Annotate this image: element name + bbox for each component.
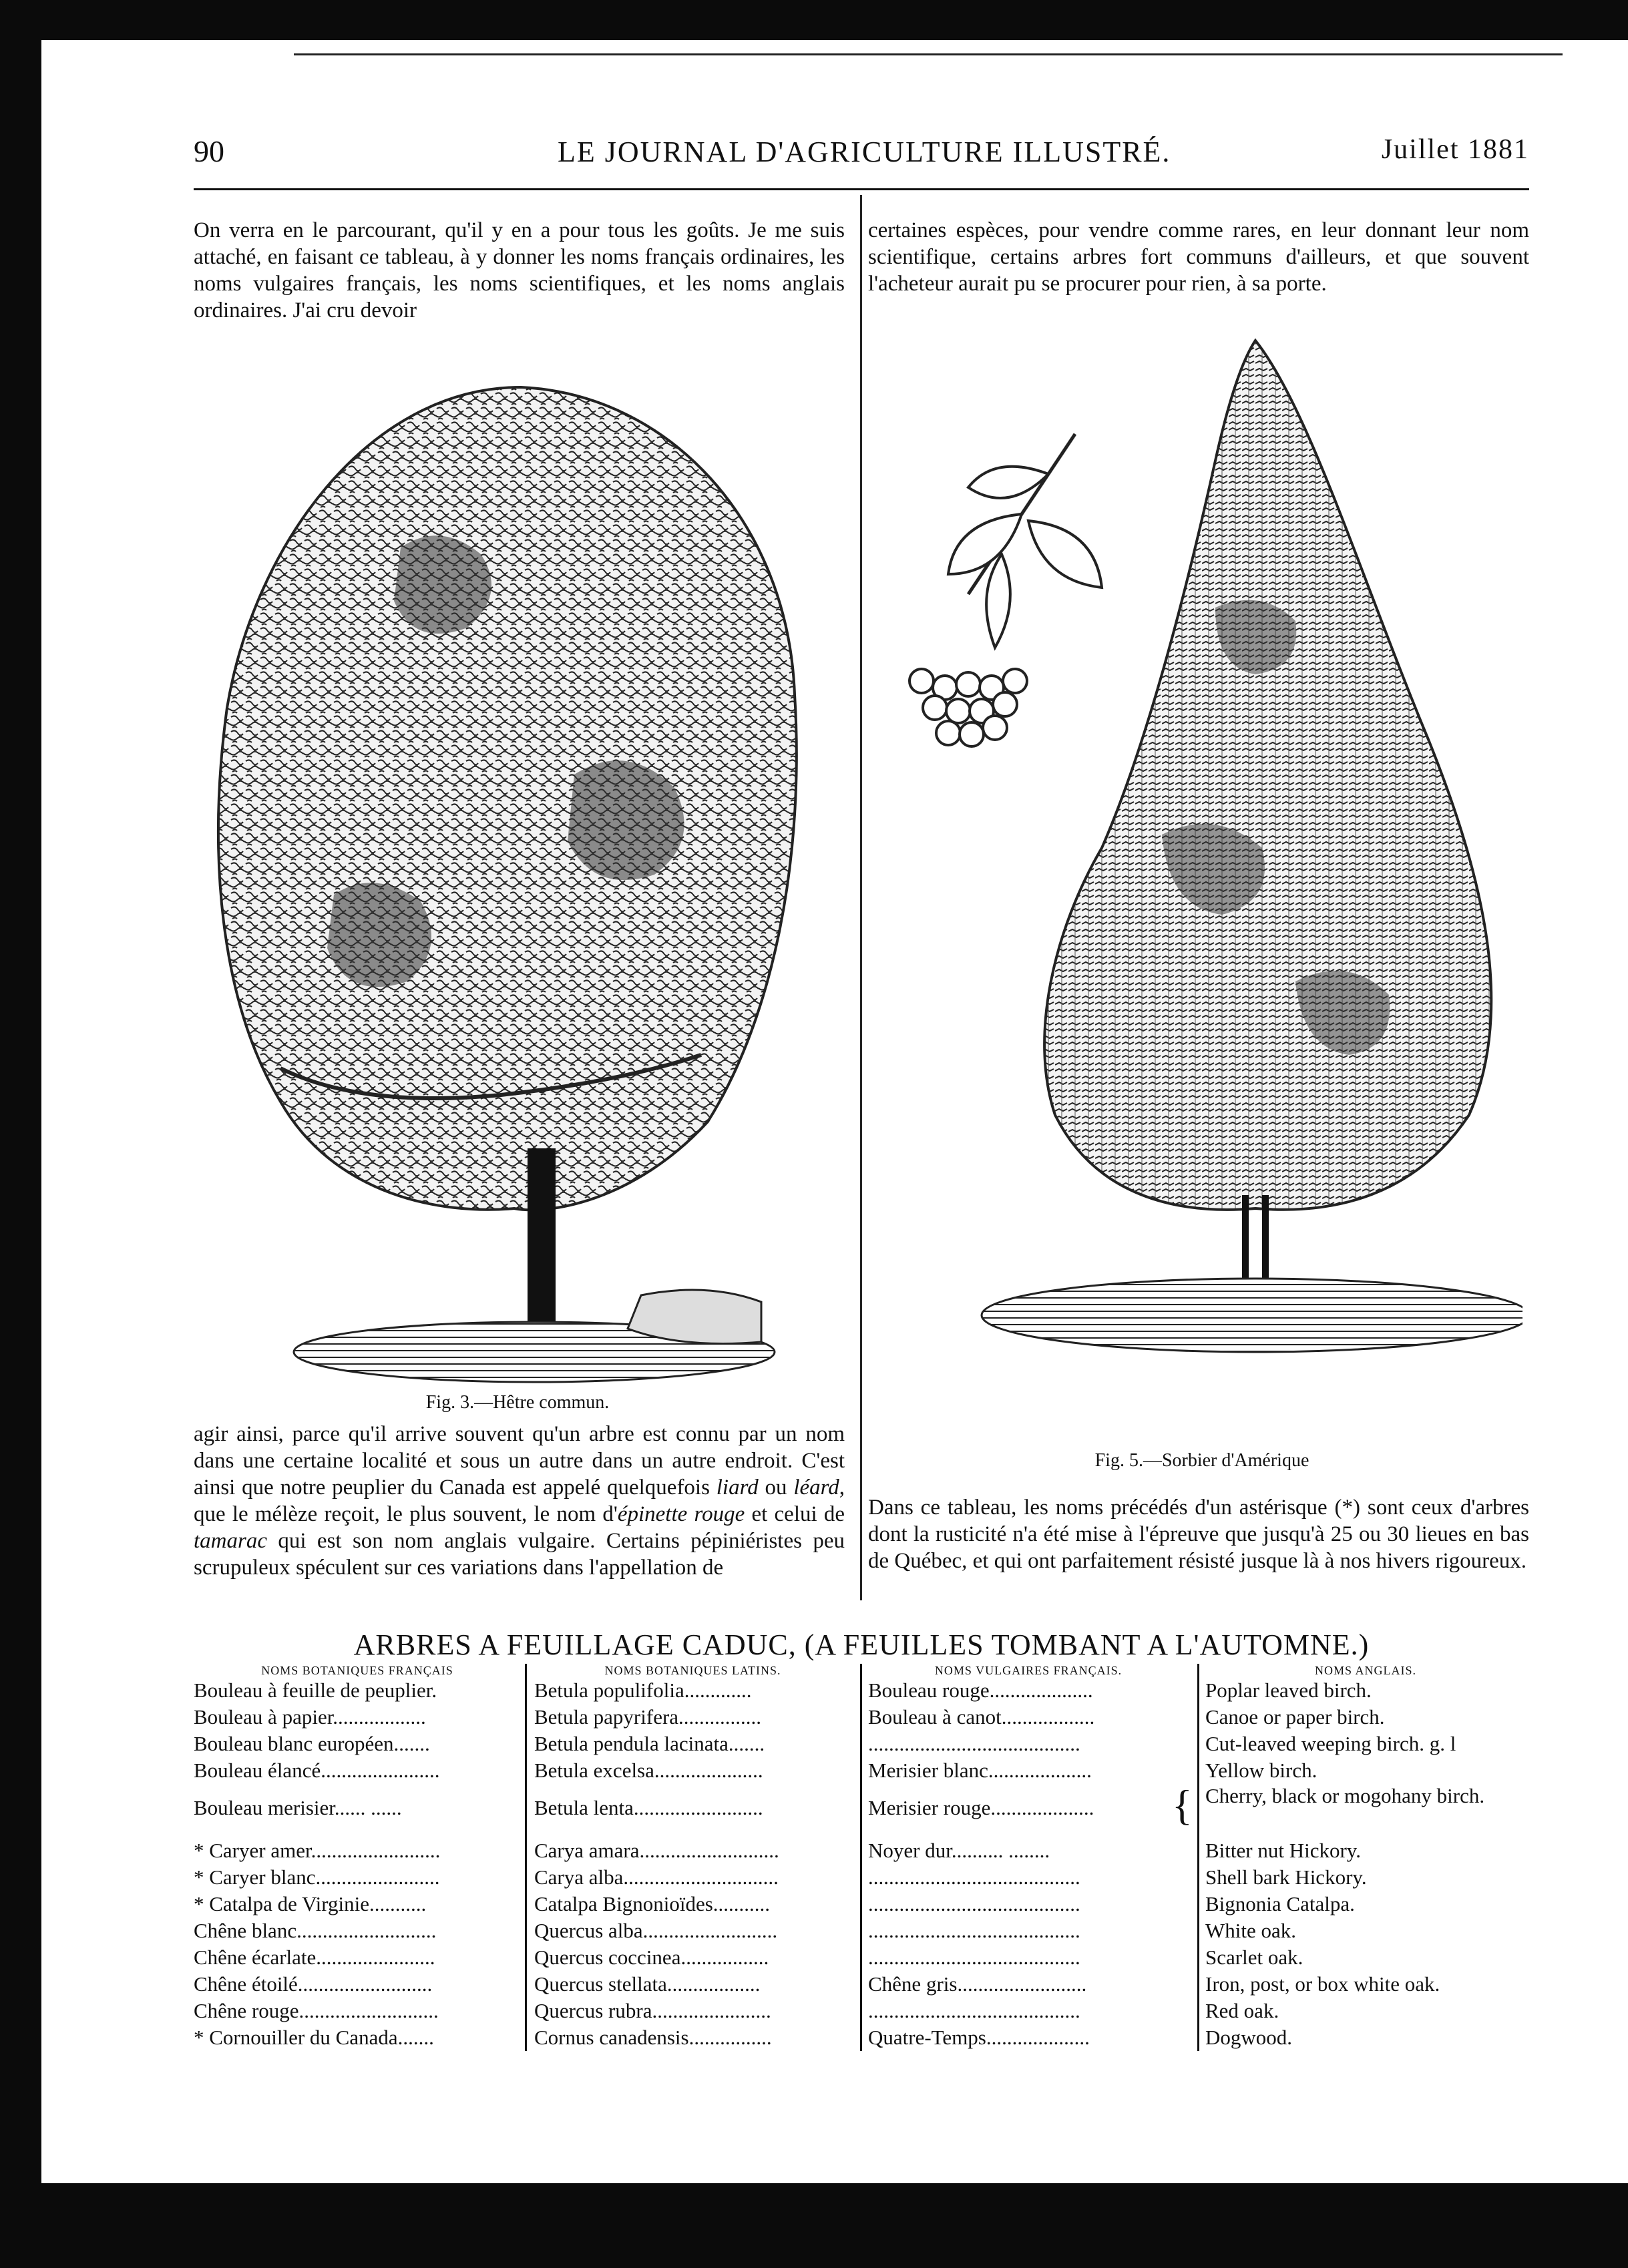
fig3-beech-tree-illustration bbox=[200, 347, 835, 1395]
fig5-mountain-ash-illustration bbox=[881, 327, 1522, 1409]
column-divider bbox=[860, 195, 862, 1600]
table-title: ARBRES A FEUILLAGE CADUC, (A FEUILLES TOMBANT A L'AUTOMNE.) bbox=[353, 1628, 1370, 1661]
table-column-rule bbox=[1197, 1664, 1199, 2051]
scan-border-bottom bbox=[0, 2183, 1628, 2268]
table-header-latin: NOMS BOTANIQUES LATINS. bbox=[604, 1664, 781, 1677]
page-number: 90 bbox=[194, 134, 224, 168]
left-top-paragraph: On verra en le parcourant, qu'il y en a pour tous les goûts. Je me suis attaché, en faisant ce tableau, à y donner les noms français ordinaires, les noms vulgaires français, les noms scientifiques, et les noms anglais ordinaires. J'ai cru devoir bbox=[194, 218, 845, 322]
brace-icon: { bbox=[1172, 1781, 1193, 1829]
fig3-caption: Fig. 3.—Hêtre commun. bbox=[425, 1392, 610, 1413]
scan-border-top bbox=[0, 0, 1628, 40]
issue-date: Juillet 1881 bbox=[1381, 134, 1529, 165]
right-bottom-paragraph: Dans ce tableau, les noms précédés d'un astérisque (*) sont ceux d'arbres dont la rusticité n'a été mise à l'épreuve que jusqu'à 25 ou 30 lieues en bas de Québec, et qui ont parfaitement résisté jusque là à nos hivers rigoureux. bbox=[868, 1496, 1529, 1573]
table-header-french-botanical: NOMS BOTANIQUES FRANÇAIS bbox=[261, 1664, 453, 1677]
page-header bbox=[194, 134, 1529, 174]
table-column-rule bbox=[525, 1664, 527, 2051]
left-bottom-paragraph: agir ainsi, parce qu'il arrive souvent qu'un arbre est connu par un nom dans une certaine localité et sous un autre dans un autre endroit. C'est ainsi que notre peuplier du Canada est appelé quelquefois liard ou léard, que le mélèze reçoit, le plus souvent, le nom d'épinette rouge et celui de tamarac qui est son nom anglais vulgaire. Certains pépiniéristes peu scrupuleux spéculent sur ces variations dans l'appellation de bbox=[194, 1422, 845, 1580]
header-rule bbox=[194, 188, 1529, 190]
scan-border-left bbox=[0, 0, 41, 2268]
right-top-paragraph: certaines espèces, pour vendre comme rares, en leur donnant leur nom scientifique, certains arbres fort communs d'ailleurs, et que souvent l'acheteur aurait pu se procurer pour rien, à sa porte. bbox=[868, 218, 1529, 296]
table-header-french-common: NOMS VULGAIRES FRANÇAIS. bbox=[934, 1664, 1123, 1677]
fig5-caption: Fig. 5.—Sorbier d'Amérique bbox=[1094, 1450, 1309, 1471]
table-column-rule bbox=[860, 1664, 862, 2051]
table-header-english: NOMS ANGLAIS. bbox=[1314, 1664, 1417, 1677]
scan-artifact-line bbox=[294, 53, 1563, 55]
journal-title: LE JOURNAL D'AGRICULTURE ILLUSTRÉ. bbox=[558, 136, 1171, 168]
